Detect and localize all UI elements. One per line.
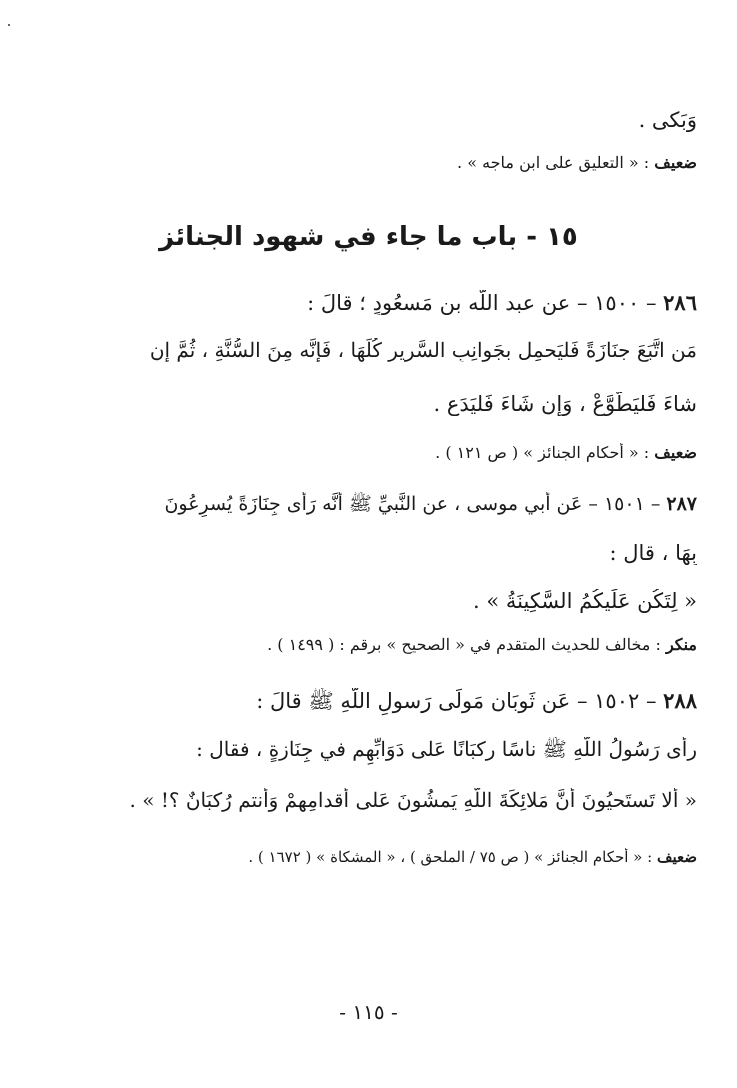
chapter-heading: ١٥ - باب ما جاء في شهود الجنائز <box>159 222 578 252</box>
scan-speck <box>8 24 10 26</box>
grading-line-4 <box>60 848 697 866</box>
hadith-intro: – ١٥٠٠ – عن عبد اللّه بن مَسعُودٍ ؛ قالَ : <box>307 291 657 315</box>
text-line-13: « أَلا تَستَحيُونَ أَنَّ مَلائِكَةَ اللّهِ يَمشُونَ عَلى أَقدامِهِمْ وَأَنتم رُكبَانٌ ؟! » . <box>129 788 697 812</box>
hadith-intro: – ١٥٠٢ – عَن ثَوبَان مَولَى رَسولِ اللّهِ ﷺ قالَ : <box>256 689 657 713</box>
grading-line-3 <box>60 635 697 654</box>
hadith-number: ٢٨٨ <box>663 688 697 713</box>
grading-line-1 <box>60 153 697 172</box>
hadith-287-header <box>60 492 697 520</box>
grading-label: ضعيف <box>654 443 697 462</box>
text-line-4: مَن اتَّبَعَ جنَازَةً فَليَحمِل بجَوانِبِ السَّرِيرِ كُلِّهَا ، فَإِنَّه مِنَ السُّنَّةِ ، ثُمَّ إِن <box>149 338 697 362</box>
grading-text: : « التعليق على ابن ماجه » . <box>457 153 650 172</box>
grading-label: ضعيف <box>656 848 697 866</box>
page-number: - ١١٥ - <box>339 1000 398 1024</box>
hadith-288-header <box>60 688 697 719</box>
text-line-8: بِهَا ، قال : <box>609 541 697 565</box>
text-line-9: « لِتَكُن عَلَيكُمُ السَّكِينَةُ » . <box>473 589 697 613</box>
text-line-1: وَبَكى . <box>638 108 697 132</box>
grading-label: ضعيف <box>654 153 697 172</box>
hadith-number: ٢٨٧ <box>666 493 697 515</box>
grading-line-2 <box>60 443 697 462</box>
text-line-12: رأى رَسُولُ اللّهِ ﷺ ناسًا ركبَانًا عَلى دَوَابِّهِم في جِنَازةٍ ، فقال : <box>196 737 697 761</box>
text-line-5: شاءَ فَليَطَّوَّعْ ، وَإِن شَاءَ فَليَدَع . <box>433 392 697 416</box>
hadith-number: ٢٨٦ <box>663 290 697 315</box>
grading-text: : « أحكام الجنائز » ( ص ١٢١ ) . <box>435 443 650 462</box>
grading-text: : مخالف للحديث المتقدم في « الصحيح » برقم : ( ١٤٩٩ ) . <box>267 635 661 654</box>
grading-label: منكر <box>665 635 697 654</box>
hadith-286-header <box>60 290 697 315</box>
grading-text: : « أحكام الجنائز » ( ص ٧٥ / الملحق ) ، « المشكاة » ( ١٦٧٢ ) . <box>248 848 653 866</box>
hadith-intro: – ١٥٠١ – عَن أَبي موسى ، عن النَّبيِّ ﷺ أَنَّه رَأى جِنَازَةً يُسرِعُونَ <box>164 493 661 515</box>
